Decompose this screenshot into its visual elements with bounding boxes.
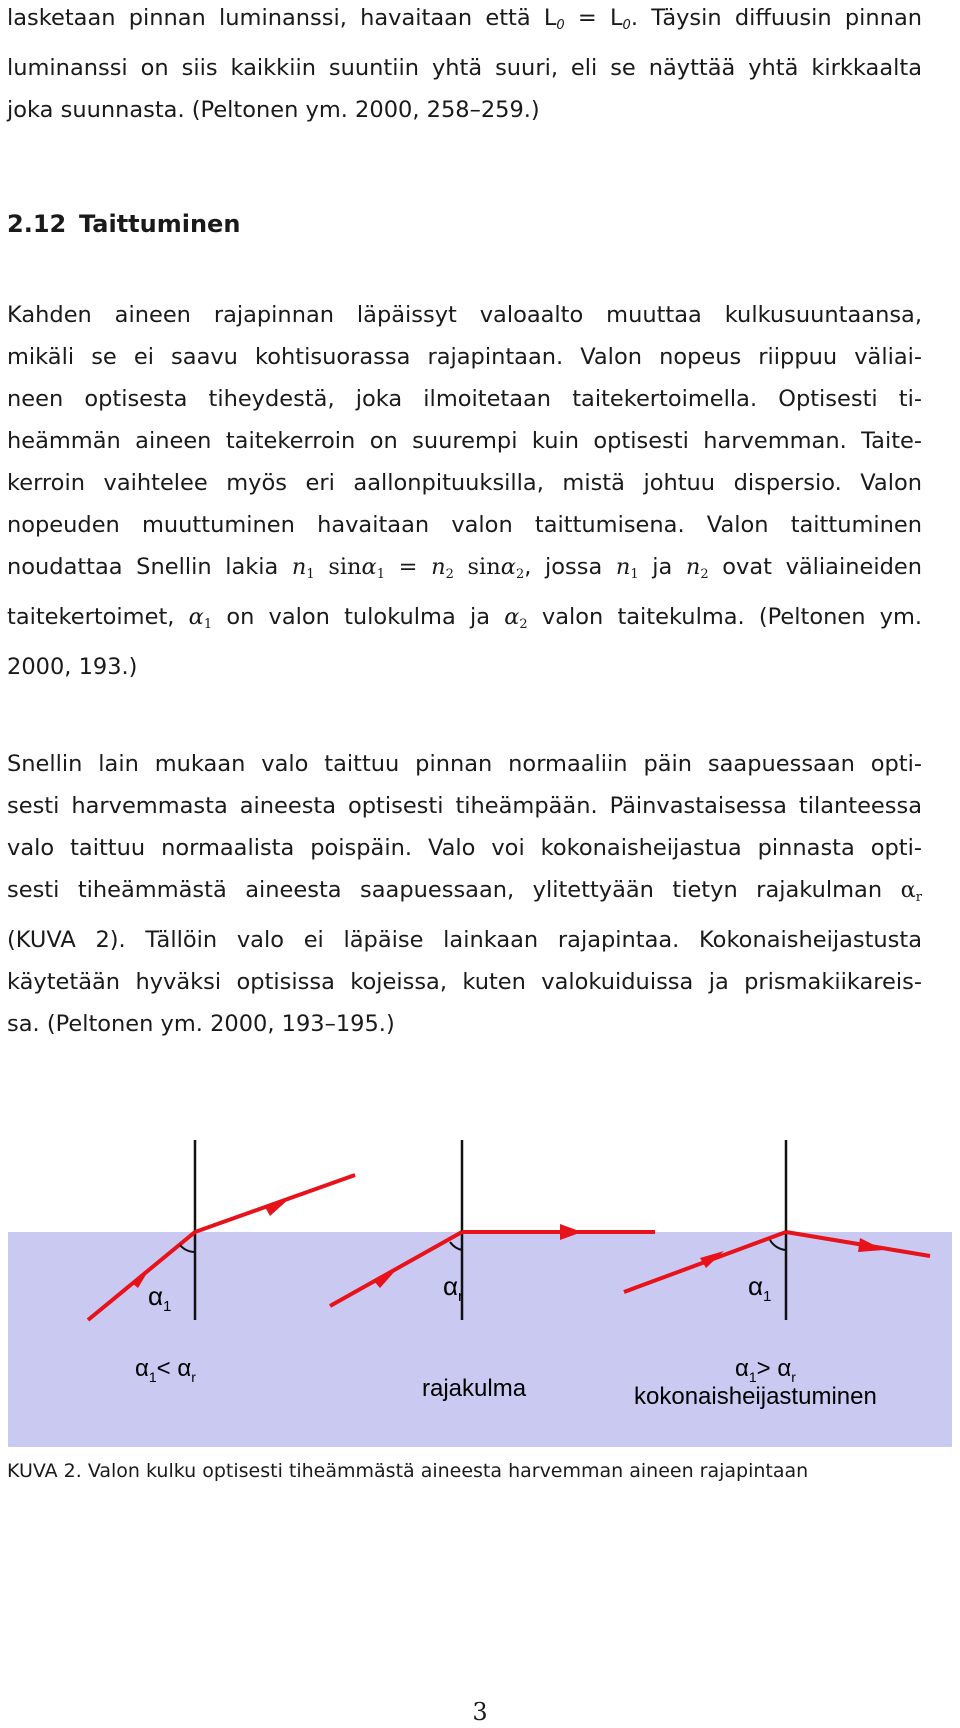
text-line-snell: noudattaa Snellin lakia $n_1$ $\sin\alpha_1 = n_2$ sinα$_2$, jossa $n_1$ ja $n_2$ ovat väliaineiden [7, 554, 922, 582]
angle-label: $\alpha_r$ [443, 1271, 464, 1305]
angle-label: $\alpha_1$ [748, 1271, 772, 1305]
text-line: (KUVA 2). Tällöin valo ei läpäise lainkaan rajapintaa. Kokonaisheijastusta [7, 927, 922, 953]
angle-label: $\alpha_1$ [148, 1281, 172, 1315]
paragraph-refraction [7, 294, 922, 688]
text-line: neen optisesta tiheydestä, joka ilmoitetaan taitekertoimella. Optisesti ti- [7, 386, 922, 412]
figure-caption: KUVA 2. Valon kulku optisesti tiheämmästä aineesta harvemman aineen rajapintaan [7, 1460, 809, 1482]
refraction-figure [0, 1130, 960, 1450]
text-line: sesti tiheämmästä aineesta saapuessaan, ylitettyään tietyn rajakulman $\alpha_r$ [7, 877, 922, 905]
section-title: Taittuminen [79, 210, 241, 238]
condition-label: $\alpha_1> \alpha_r$ [735, 1355, 796, 1385]
text-line: mikäli se ei saavu kohtisuorassa rajapintaan. Valon nopeus riippuu väliai- [7, 344, 922, 370]
section-heading [7, 210, 240, 238]
snell-formula: $n_1$ $\sin\alpha_1 = n_2$ sinα$_2$ [291, 554, 525, 582]
text-line: 2000, 193.) [7, 654, 138, 680]
condition-label: $\alpha_1< \alpha_r$ [135, 1355, 196, 1385]
text-line: kerroin vaihtelee myös eri aallonpituuksilla, mistä johtuu dispersio. Valon [7, 470, 922, 496]
text-line: valo taittuu normaalista poispäin. Valo voi kokonaisheijastua pinnasta opti- [7, 835, 922, 861]
text-line: lasketaan pinnan luminanssi, havaitaan että $L_0 = L_0$. Täysin diffuusin pinnan [7, 5, 922, 33]
total-reflection-caption: kokonaisheijastuminen [634, 1383, 877, 1410]
page-number: 3 [472, 1698, 488, 1726]
text-line: Kahden aineen rajapinnan läpäissyt valoaalto muuttaa kulkusuuntaansa, [7, 302, 922, 328]
text-line: käytetään hyväksi optisissa kojeissa, kuten valokuiduissa ja prismakiikareis- [7, 969, 922, 995]
text-line: luminanssi on siis kaikkiin suuntiin yhtä suuri, eli se näyttää yhtä kirkkaalta [7, 55, 922, 81]
text-line: heämmän aineen taitekerroin on suurempi kuin optisesti harvemman. Taite- [7, 428, 922, 454]
paragraph-luminance [7, 0, 922, 131]
text-line: sa. (Peltonen ym. 2000, 193–195.) [7, 1011, 395, 1037]
section-number: 2.12 [7, 210, 67, 238]
text-line: taitekertoimet, $\alpha_1$ on valon tulokulma ja $\alpha_2$ valon taitekulma. (Peltonen ym. [7, 604, 923, 632]
text-line: Snellin lain mukaan valo taittuu pinnan normaaliin päin saapuessaan opti- [7, 751, 922, 777]
text-line: joka suunnasta. (Peltonen ym. 2000, 258–259.) [7, 97, 540, 123]
dense-medium [8, 1232, 952, 1447]
text-line: nopeuden muuttuminen havaitaan valon taittumisena. Valon taittuminen [7, 512, 922, 538]
paragraph-total-reflection [7, 743, 922, 1045]
critical-angle-caption: rajakulma [422, 1375, 527, 1402]
text-line: sesti harvemmasta aineesta optisesti tiheämpään. Päinvastaisessa tilanteessa [7, 793, 922, 819]
